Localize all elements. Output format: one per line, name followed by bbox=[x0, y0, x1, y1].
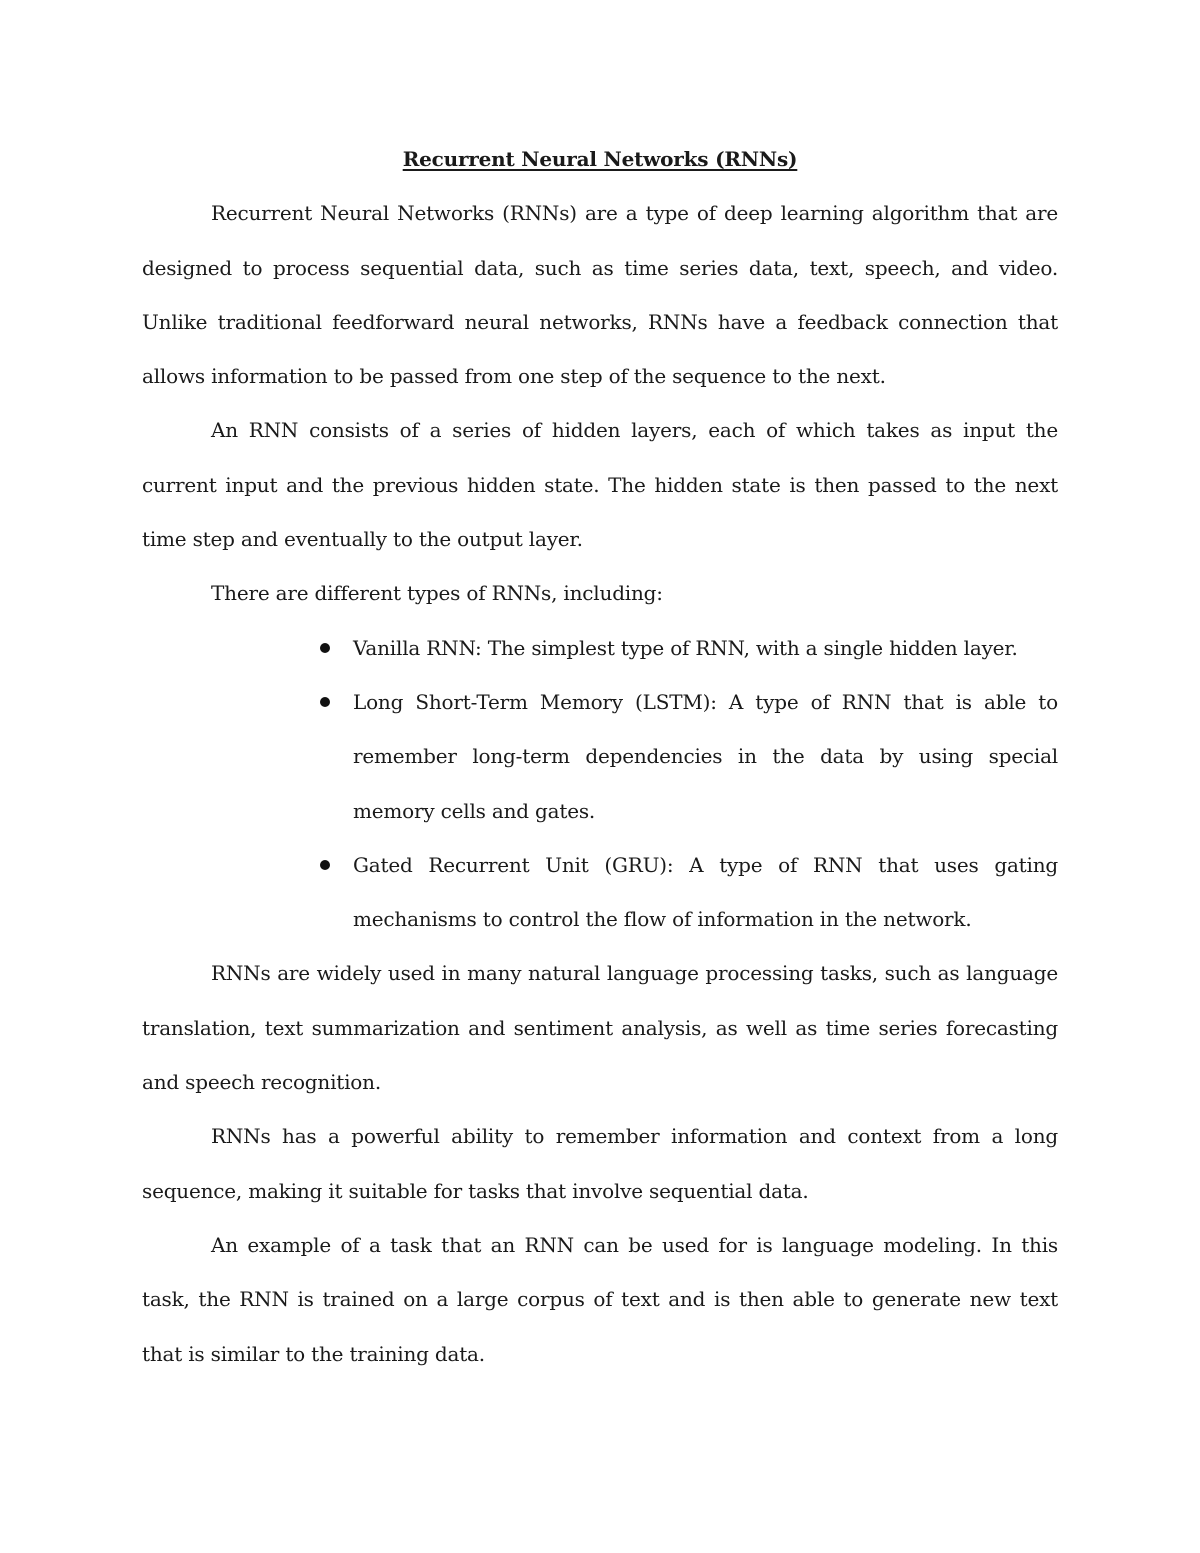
rnn-types-list bbox=[142, 621, 1058, 947]
paragraph-types-lead: There are different types of RNNs, including: bbox=[211, 581, 663, 606]
bullet-icon bbox=[320, 860, 330, 870]
document-title: Recurrent Neural Networks (RNNs) bbox=[402, 147, 798, 171]
paragraph-ability: RNNs has a powerful ability to remember information and context from a long sequence, making it suitable for tasks that involve sequential data. bbox=[142, 1124, 1058, 1203]
list-item-text: Gated Recurrent Unit (GRU): A type of RNN that uses gating mechanisms to control the flow of information in the network. bbox=[353, 852, 1058, 932]
bullet-icon bbox=[320, 643, 330, 653]
paragraph-example: An example of a task that an RNN can be used for is language modeling. In this task, the RNN is trained on a large corpus of text and is then able to generate new text that is similar to the training data. bbox=[142, 1232, 1058, 1366]
paragraph-intro: Recurrent Neural Networks (RNNs) are a type of deep learning algorithm that are designed to process sequential data, such as time series data, text, speech, and video. Unlike traditional feedforward neural networks, RNNs have a feedback connection that allows information to be passed from one step of the sequence to the next. bbox=[142, 201, 1058, 389]
list-item-text: Vanilla RNN: The simplest type of RNN, with a single hidden layer. bbox=[353, 635, 1018, 660]
list-item-text: Long Short-Term Memory (LSTM): A type of RNN that is able to remember long-term dependencies in the data by using special memory cells and gates. bbox=[353, 689, 1058, 823]
bullet-icon bbox=[320, 697, 330, 707]
paragraph-structure: An RNN consists of a series of hidden layers, each of which takes as input the current input and the previous hidden state. The hidden state is then passed to the next time step and eventually to the output layer. bbox=[142, 418, 1058, 552]
paragraph-applications: RNNs are widely used in many natural language processing tasks, such as language translation, text summarization and sentiment analysis, as well as time series forecasting and speech recognition. bbox=[142, 961, 1058, 1095]
list-item bbox=[353, 838, 1058, 947]
list-item bbox=[353, 675, 1058, 838]
list-item bbox=[353, 621, 1058, 675]
document-body bbox=[142, 132, 1058, 1381]
